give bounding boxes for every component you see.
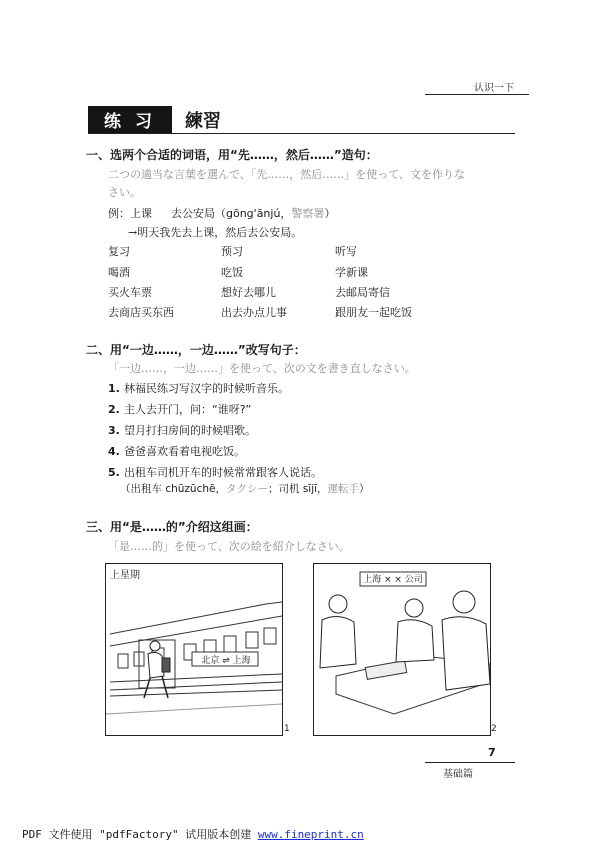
picture1-number: 1: [284, 724, 290, 734]
word-cell: 吃饭: [221, 266, 243, 279]
word-cell: 听写: [335, 245, 357, 258]
list-item: [108, 443, 245, 459]
example-answer: →明天我先去上课，然后去公安局。: [128, 226, 303, 239]
item-text: 主人去开门，问：“谁呀?”: [124, 403, 252, 416]
list-item: [108, 380, 289, 396]
header-rule: [425, 94, 529, 95]
note-mid: ；司机 sījī，: [267, 483, 328, 495]
section1-instruction-line2: さい。: [108, 186, 141, 199]
section3-instruction: 「是……的」を使って、次の絵を紹介しなさい。: [108, 540, 350, 553]
office-sign: 上海 × × 公司: [363, 575, 423, 585]
word-cell: 出去办点儿事: [221, 306, 287, 319]
section2-title: 二、用“一边……，一边……”改写句子：: [86, 343, 306, 357]
section1-title: 一、选两个合适的词语，用“先……，然后……”造句：: [86, 148, 378, 162]
example-phrase: 去公安局: [171, 207, 215, 220]
word-cell: 喝酒: [108, 266, 130, 279]
item-text: 望月打扫房间的时候唱歌。: [124, 424, 256, 437]
item-text: 爸爸喜欢看着电视吃饭。: [124, 445, 245, 458]
picture2-number: 2: [491, 724, 497, 734]
page-number: 7: [488, 746, 496, 759]
item-text: 林福民练习写汉字的时候听音乐。: [124, 382, 289, 395]
example-gloss: 警察署: [291, 207, 325, 220]
word-cell: 复习: [108, 245, 130, 258]
item-number: 3.: [108, 424, 120, 437]
section3-title: 三、用“是……的”介绍这组画：: [86, 520, 258, 534]
word-cell: 去邮局寄信: [335, 286, 390, 299]
item-text: 出租车司机开车的时候常常跟客人说话。: [124, 466, 322, 479]
office-illustration: [314, 564, 490, 735]
item-number: 4.: [108, 445, 120, 458]
example-pinyin: （gōng'ānjú，: [215, 207, 292, 220]
word-cell: 去商店买东西: [108, 306, 174, 319]
title-rule: [88, 133, 515, 134]
pdf-note-text: PDF 文件使用 "pdfFactory" 试用版本创建: [22, 828, 258, 841]
footer-rule: [425, 762, 515, 763]
item-number: 5.: [108, 466, 120, 479]
section2-instruction: 「一边……，一边……」を使って、次の文を書き直しなさい。: [108, 362, 416, 375]
list-item: [108, 401, 251, 417]
example-close: ）: [324, 207, 336, 220]
picture-office: [313, 563, 491, 736]
note-gloss-driver: 運転手: [327, 483, 360, 495]
word-cell: 想好去哪儿: [221, 286, 276, 299]
train-illustration: [106, 564, 282, 735]
list-item: [108, 422, 256, 438]
section1-instruction-line1: 二つの適当な言葉を選んで、「先……，然后……」を使って、文を作りな: [108, 168, 466, 181]
title-jp: 練習: [185, 111, 221, 132]
note-gloss-taxi: タクシー: [225, 483, 268, 495]
title-cn: 练 习: [88, 106, 172, 133]
train-sign: 北京 ⇌ 上海: [201, 656, 251, 666]
example-label: 例：上课: [108, 207, 152, 220]
word-cell: 学新课: [335, 266, 368, 279]
pdf-note: [22, 826, 364, 842]
item-number: 1.: [108, 382, 120, 395]
word-cell: 跟朋友一起吃饭: [335, 306, 412, 319]
section1-example: [108, 205, 335, 221]
word-cell: 预习: [221, 245, 243, 258]
vocab-note: [120, 481, 370, 496]
item-number: 2.: [108, 403, 120, 416]
header-label: 认识一下: [474, 83, 514, 94]
note-close: ）: [359, 483, 370, 495]
footer-label: 基础篇: [443, 769, 473, 780]
note-open: （出租车 chūzūchē，: [120, 483, 226, 495]
picture-train-station: [105, 563, 283, 736]
word-cell: 买火车票: [108, 286, 152, 299]
picture-caption: 上星期: [110, 570, 140, 581]
list-item: [108, 464, 322, 480]
pdf-note-link[interactable]: www.fineprint.cn: [257, 828, 364, 841]
